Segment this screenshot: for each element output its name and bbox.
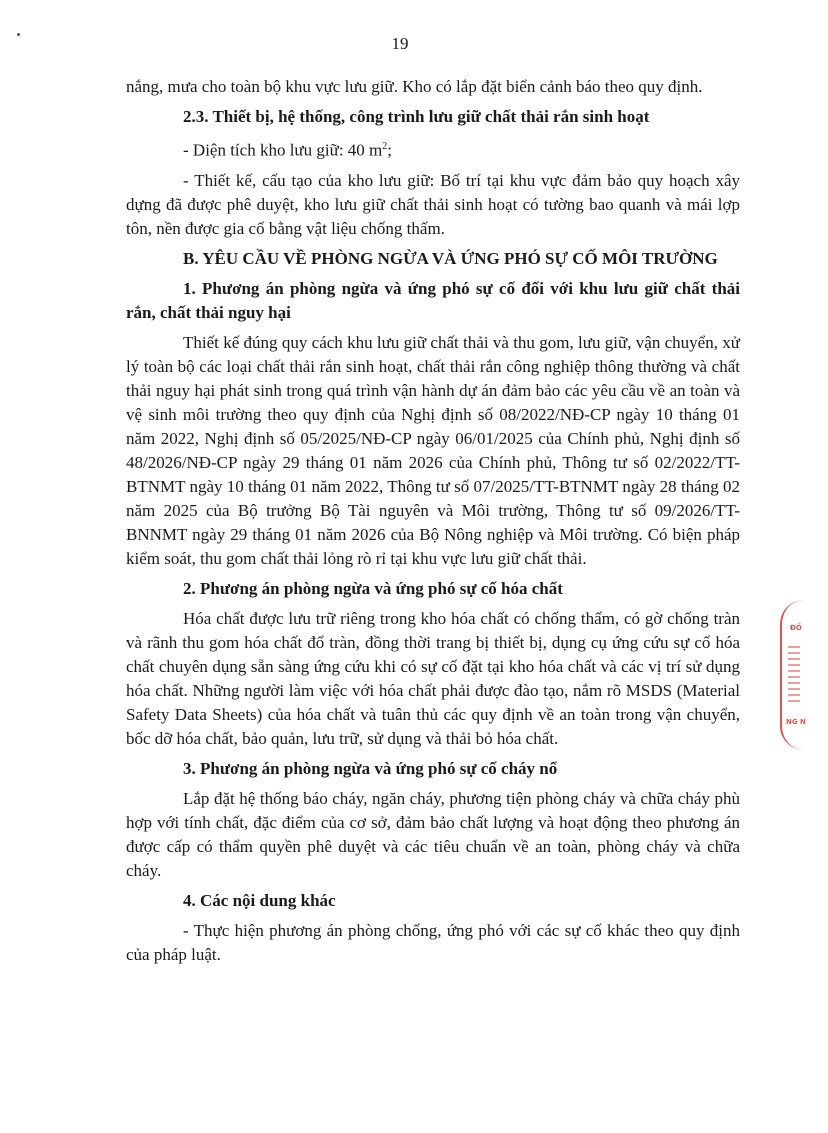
seal-text-bottom: NG N: [786, 718, 806, 726]
page-body: [126, 75, 740, 973]
section-heading-2-3: 2.3. Thiết bị, hệ thống, công trình lưu giữ chất thải rắn sinh hoạt: [183, 107, 650, 126]
storage-area-superscript: 2: [382, 141, 388, 152]
storage-area-end: ;: [387, 140, 393, 160]
page-number: 19: [391, 34, 409, 53]
seal-emblem: [788, 642, 800, 702]
paragraph-continuation: nắng, mưa cho toàn bộ khu vực lưu giữ. Kho có lắp đặt biển cảnh báo theo quy định.: [126, 77, 703, 96]
paragraph-chemical-plan: Hóa chất được lưu trữ riêng trong kho hóa chất có chống thấm, có gờ chống tràn và rãnh thu gom hóa chất đổ tràn, đồng thời trang bị thiết bị, dụng cụ ứng cứu sự cố hóa chất chuyên dụng sẵn sàng ứng cứu khi có sự cố đặt tại kho hóa chất và các vị trí sử dụng hóa chất. Những người làm việc với hóa chất phải được đào tạo, nắm rõ MSDS (Material Safety Data Sheets) của hóa chất và tuân thủ các quy định về an toàn trong vận chuyển, bốc dỡ hóa chất, bảo quản, lưu trữ, sử dụng và thải bỏ hóa chất.: [126, 608, 740, 748]
paragraph-waste-plan: Thiết kế đúng quy cách khu lưu giữ chất thải và thu gom, lưu giữ, vận chuyển, xử lý toàn bộ các loại chất thải rắn sinh hoạt, chất thải rắn công nghiệp thông thường và chất thải nguy hại phát sinh trong quá trình vận hành dự án đảm bảo các yêu cầu về an toàn và vệ sinh môi trường theo quy định của Nghị định số 08/2022/NĐ-CP ngày 10 tháng 01 năm 2022, Nghị định số 05/2025/NĐ-CP ngày 06/01/2025 của Chính phủ, Nghị định số 48/2026/NĐ-CP ngày 29 tháng 01 năm 2026 của Chính phủ, Thông tư số 02/2022/TT-BTNMT ngày 10 tháng 01 năm 2022, Thông tư số 07/2025/TT-BTNMT ngày 28 tháng 02 năm 2025 của Bộ trưởng Bộ Tài nguyên và Môi trường, Thông tư số 09/2026/TT-BNNMT ngày 29 tháng 01 năm 2026 của Bộ Nông nghiệp và Môi trường. Có biện pháp kiểm soát, thu gom chất thải lỏng rò rỉ tại khu vực lưu giữ chất thải.: [126, 332, 740, 568]
storage-area-text: - Diện tích kho lưu giữ: 40 m: [183, 140, 383, 160]
paragraph-storage-area: [126, 135, 740, 163]
paragraph-fire-plan: Lắp đặt hệ thống báo cháy, ngăn cháy, phương tiện phòng cháy và chữa cháy phù hợp với tính chất, đặc điểm của cơ sở, đảm bảo chất lượng và hoạt động theo phương án được cấp có thẩm quyền phê duyệt và các tiêu chuẩn về an toàn, phòng cháy và chữa cháy.: [126, 788, 740, 880]
paragraph-other: - Thực hiện phương án phòng chống, ứng phó với các sự cố khác theo quy định của pháp luật.: [126, 920, 740, 964]
section-heading-b: B. YÊU CẦU VỀ PHÒNG NGỪA VÀ ỨNG PHÓ SỰ CỐ MÔI TRƯỜNG: [183, 248, 718, 268]
seal-ring: [780, 600, 828, 750]
section-heading-4: 4. Các nội dung khác: [183, 890, 336, 910]
paragraph-storage-design: - Thiết kế, cấu tạo của kho lưu giữ: Bố trí tại khu vực đảm bảo quy hoạch xây dựng đã được phê duyệt, kho lưu giữ chất thải sinh hoạt có tường bao quanh và mái lợp tôn, nền được gia cố bằng vật liệu chống thấm.: [126, 170, 740, 238]
section-heading-3: 3. Phương án phòng ngừa và ứng phó sự cố cháy nổ: [183, 758, 558, 778]
section-heading-2: 2. Phương án phòng ngừa và ứng phó sự cố hóa chất: [183, 578, 563, 598]
section-heading-1: 1. Phương án phòng ngừa và ứng phó sự cố đối với khu lưu giữ chất thải rắn, chất thải nguy hại: [126, 278, 740, 322]
seal-text-top: ĐỒ: [790, 624, 802, 632]
official-seal: [778, 600, 806, 750]
